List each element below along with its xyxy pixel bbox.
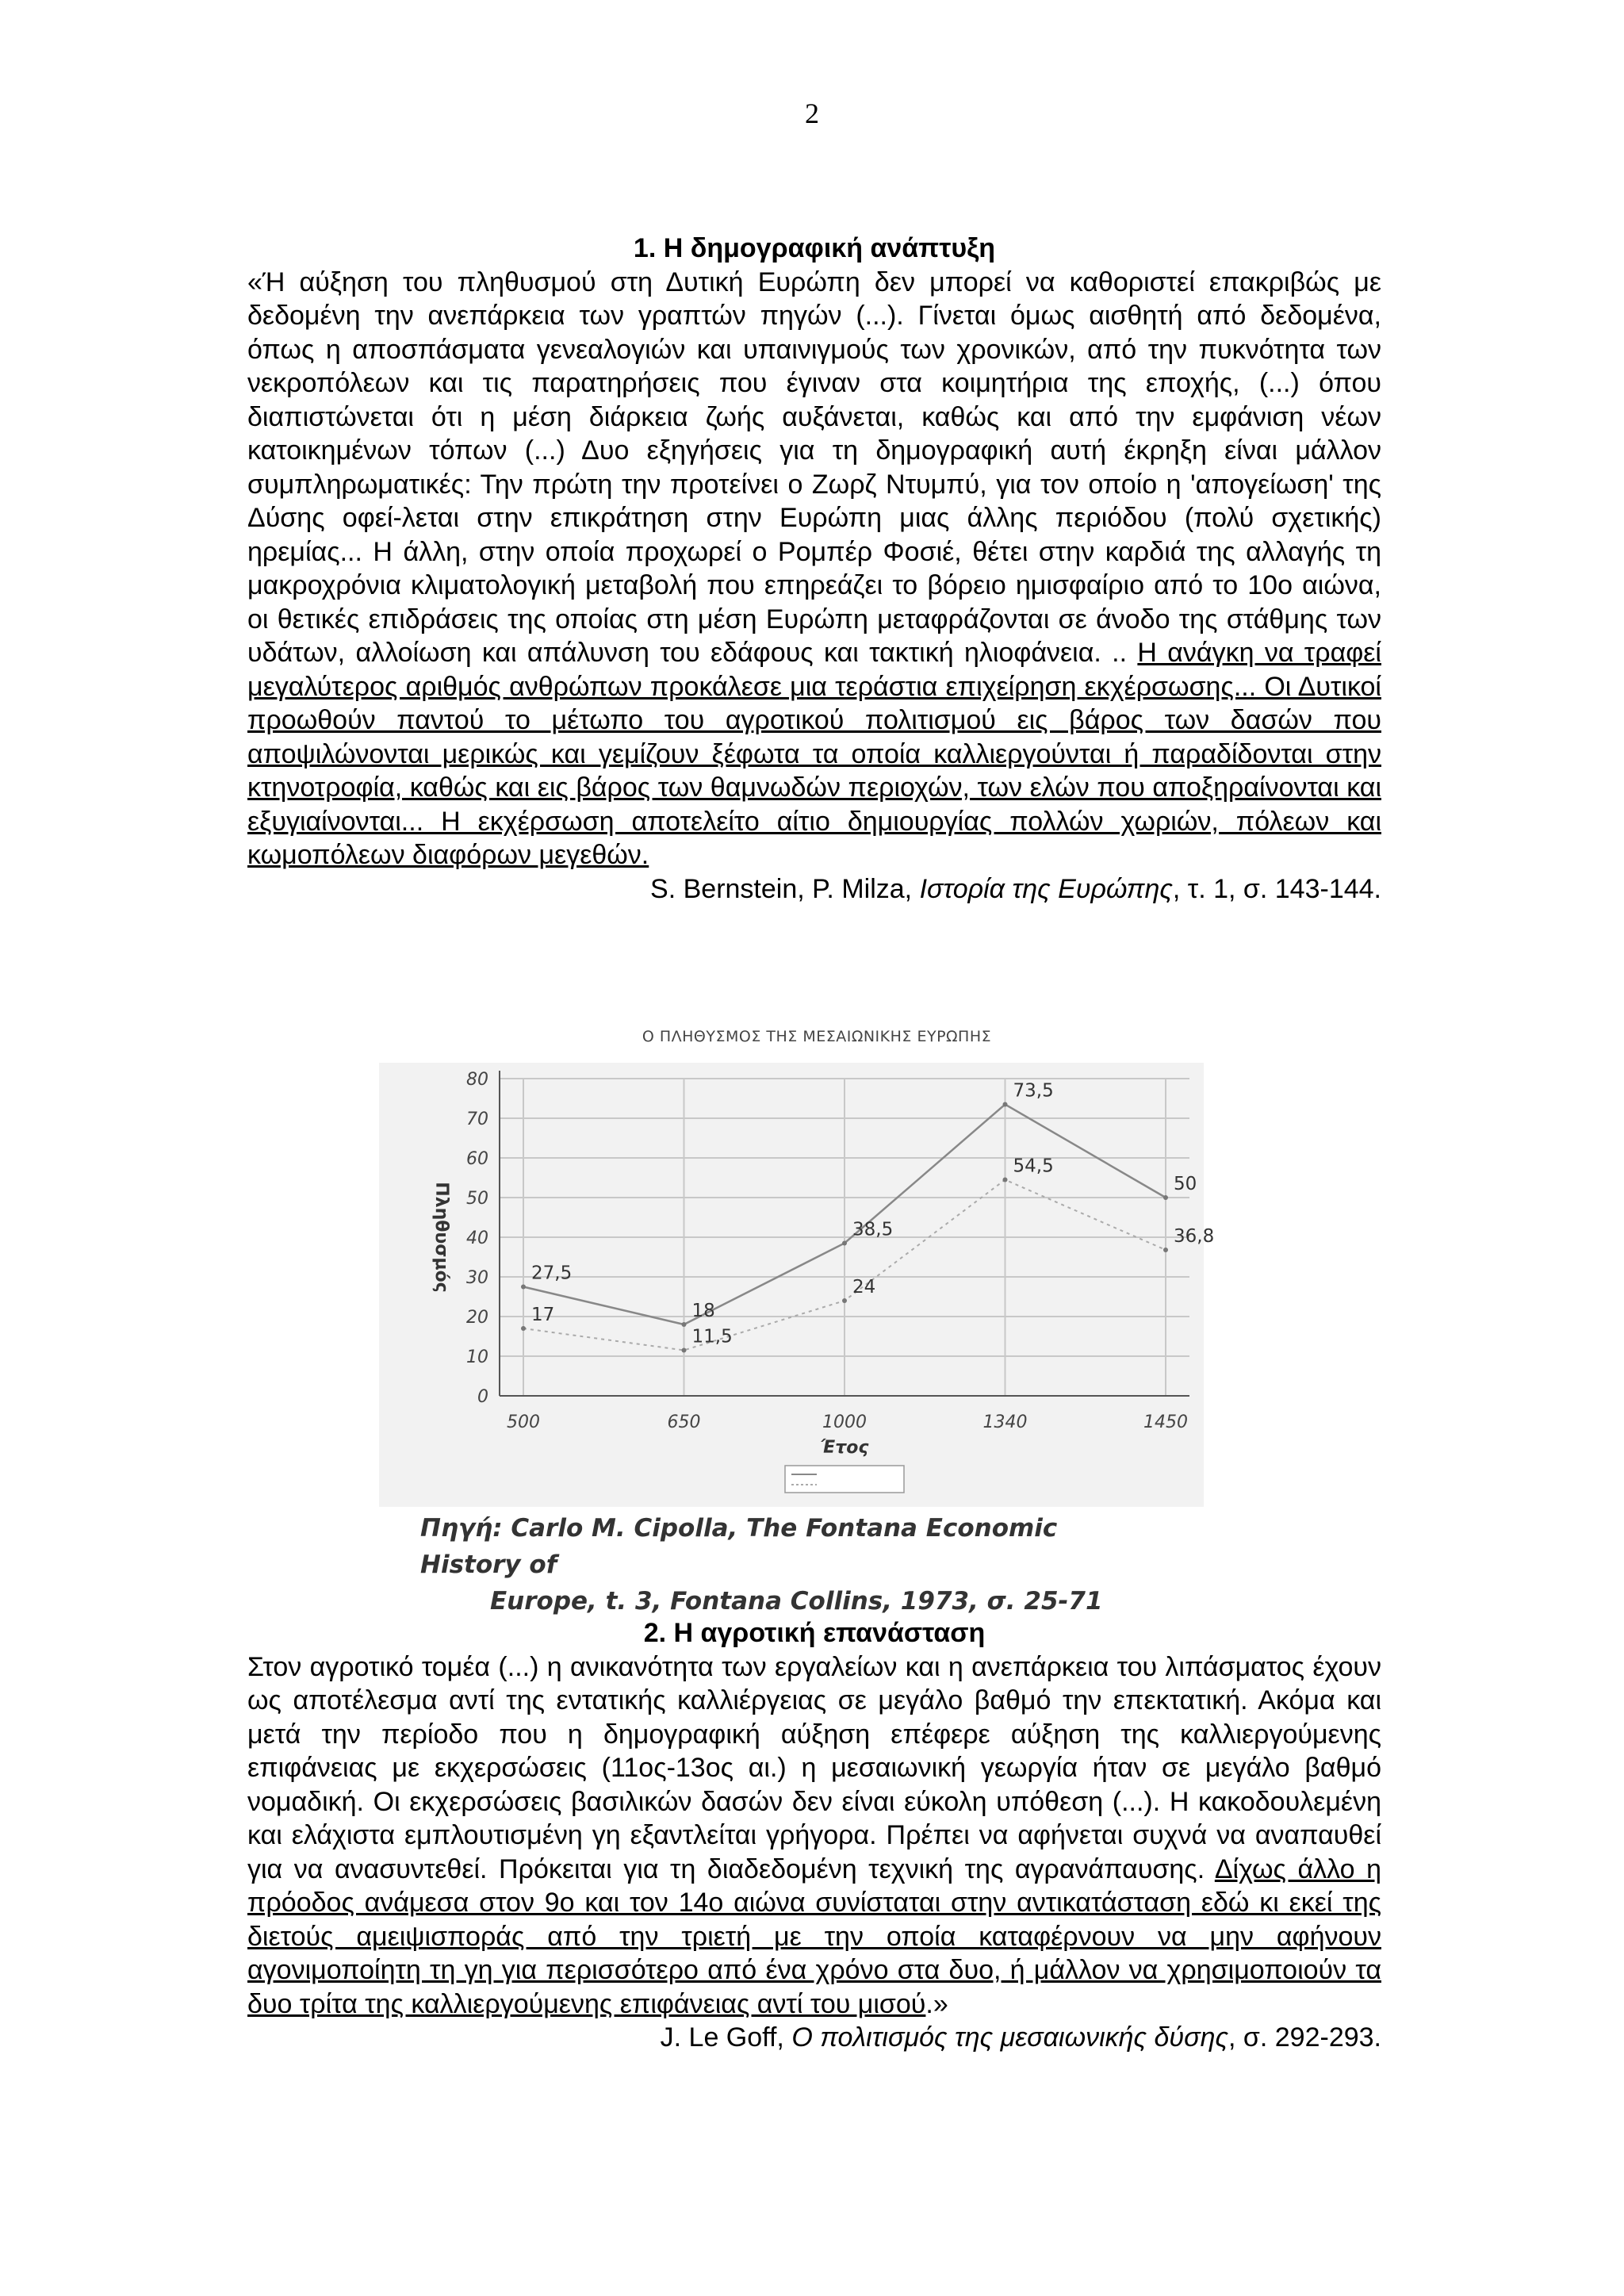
section-1-citation xyxy=(247,872,1381,907)
x-tick-label: 1340 xyxy=(982,1412,1028,1432)
y-tick-label: 0 xyxy=(477,1387,488,1407)
data-point xyxy=(521,1326,526,1331)
y-tick-label: 80 xyxy=(466,1070,488,1090)
data-label: 50 xyxy=(1174,1174,1197,1194)
data-point xyxy=(521,1285,526,1290)
source-line-2: Europe, t. 3, Fontana Collins, 1973, σ. 25-71 xyxy=(490,1587,1103,1616)
page-number: 2 xyxy=(805,98,819,129)
section-2-text: Στον αγροτικό τομέα (...) η ανικανότητα των εργαλείων και η ανεπάρκεια του λιπάσματος έχουν ως αποτέλεσμα αντί της εντατικής καλλιέργειας σε μεγάλο βαθμό την επεκτατική. Ακόμα και μετά την περίοδο που η δημογραφική αύξηση επέφερε αύξηση της καλλιεργούμενης επιφάνειας με εκχερσώσεις (11ος-13ος αι.) η μεσαιωνική γεωργία ήταν σε μεγάλο βαθμό νομαδική. Οι εκχερσώσεις βασιλικών δασών δεν είναι εύκολη υπόθεση (...). Η κακοδουλεμένη και ελάχιστα εμπλουτισμένη γη εξαντλείται γρήγορα. Πρέπει να αφήνεται συχνά να αναπαυθεί για να ανασυντεθεί. Πρόκειται για τη διαδεδομένη τεχνική της αγρανάπαυσης. xyxy=(247,1651,1381,1884)
chart-title: Ο ΠΛΗΘΥΣΜΟΣ ΤΗΣ ΜΕΣΑΙΩΝΙΚΗΣ ΕΥΡΩΠΗΣ xyxy=(642,1028,992,1045)
data-label: 27,5 xyxy=(531,1263,573,1284)
data-label: 18 xyxy=(691,1301,715,1321)
citation-title: Ιστορία της Ευρώπης xyxy=(919,873,1173,904)
section-2-underlined-text: Δίχως άλλο η πρόοδος ανάμεσα στον 9ο και τον 14ο αιώνα συνίσταται στην αντικατάσταση εδώ κι εκεί της διετούς αμειψισποράς από την τριετή με την οποία καταφέρνουν να μην αφήνουν αγονιμοποίητη τη γη για περισσότερο από ένα χρόνο στα δυο, ή μάλλον να χρησιμοποιούν τα δυο τρίτα της καλλιεργούμενης επιφάνειας αντί του μισού xyxy=(247,1853,1381,2019)
x-tick-label: 1450 xyxy=(1143,1412,1188,1432)
y-tick-label: 30 xyxy=(466,1268,488,1288)
x-axis-label: Έτος xyxy=(820,1438,869,1458)
data-point xyxy=(842,1298,847,1303)
source-line-1: Πηγή: Carlo M. Cipolla, The Fontana Economic History of xyxy=(420,1514,1058,1579)
citation-authors: S. Bernstein, P. Milza, xyxy=(650,873,920,904)
y-axis-label: Πληθυσμός xyxy=(431,1182,451,1293)
y-tick-label: 50 xyxy=(466,1189,488,1209)
x-tick-label: 1000 xyxy=(822,1412,867,1432)
data-label: 17 xyxy=(531,1305,555,1325)
data-point xyxy=(682,1322,687,1327)
section-2-citation xyxy=(247,2021,1381,2055)
data-label: 38,5 xyxy=(852,1219,894,1240)
x-tick-label: 650 xyxy=(667,1412,701,1432)
citation-authors: J. Le Goff, xyxy=(660,2022,792,2053)
data-point xyxy=(682,1348,687,1353)
data-label: 36,8 xyxy=(1174,1226,1215,1247)
legend-box xyxy=(785,1466,904,1493)
data-label: 24 xyxy=(852,1277,876,1297)
citation-title: Ο πολιτισμός της μεσαιωνικής δύσης xyxy=(791,2022,1228,2053)
y-tick-label: 20 xyxy=(466,1308,488,1328)
data-point xyxy=(1163,1248,1168,1252)
chart-source xyxy=(420,1510,1134,1619)
data-point xyxy=(1163,1195,1168,1200)
x-tick-label: 500 xyxy=(507,1412,540,1432)
data-label: 54,5 xyxy=(1013,1156,1054,1177)
citation-pages: , τ. 1, σ. 143-144. xyxy=(1172,873,1381,904)
section-1-underlined-text: Η ανάγκη να τραφεί μεγαλύτερος αριθμός ανθρώπων προκάλεσε μια τεράστια επιχείρηση εκχέρσωσης... Οι Δυτικοί προωθούν παντού το μέτωπο του αγροτικού πολιτισμού εις βάρος των δασών που αποψιλώνονται μερικώς και γεμίζουν ξέφωτα τα οποία καλλιεργούνται ή παραδίδονται στην κτηνοτροφία, καθώς και εις βάρος των θαμνωδών περιοχών, των ελών που αποξηραίνονται και εξυγιαίνονται... Η εκχέρσωση αποτελείτο αίτιο δημιουργίας πολλών χωριών, πόλεων και κωμοπόλεων διαφόρων μεγεθών. xyxy=(247,638,1381,870)
population-chart xyxy=(396,1055,1237,1499)
section-2 xyxy=(247,1616,1381,2055)
section-1-heading: 1. Η δημογραφική ανάπτυξη xyxy=(633,233,996,263)
data-label: 73,5 xyxy=(1013,1080,1054,1102)
data-label: 11,5 xyxy=(691,1326,733,1347)
section-2-paragraph xyxy=(247,1650,1381,2022)
section-1-paragraph xyxy=(247,266,1381,872)
data-point xyxy=(842,1241,847,1246)
citation-pages: , σ. 292-293. xyxy=(1228,2022,1381,2053)
data-point xyxy=(1003,1178,1008,1182)
section-1-text: «Ή αύξηση του πληθυσμού στη Δυτική Ευρώπη δεν μπορεί να καθοριστεί επακριβώς με δεδομένη την ανεπάρκεια των γραπτών πηγών (...). Γίνεται όμως αισθητή από δεδομένα, όπως η αποσπάσματα γενεαλογιών και υπαινιγμούς των χρονικών, από την πυκνότητα των νεκροπόλεων και τις παρατηρήσεις που έγιναν στα κοιμητήρια της εποχής, (...) όπου διαπιστώνεται ότι η μέση διάρκεια ζωής αυξάνεται, καθώς και από την εμφάνιση νέων κατοικημένων τόπων (...) Δυο εξηγήσεις για τη δημογραφική αυτή έκρηξη είναι μάλλον συμπληρωματικές: Την πρώτη την προτείνει ο Ζωρζ Ντυμπύ, για τον οποίο η 'απογείωση' της Δύσης οφεί-λεται στην επικράτηση στην Ευρώπη μιας άλλης περιόδου (πολύ σχετικής) ηρεμίας... Η άλλη, στην οποία προχωρεί ο Ρομπέρ Φοσιέ, θέτει στην καρδιά της αλλαγής τη μακροχρόνια κλιματολογική μεταβολή που επηρεάζει το βόρειο ημισφαίριο από το 10ο αιώνα, οι θετικές επιδράσεις της οποίας στη μέση Ευρώπη μεταφράζονται σε άνοδο της στάθμης των υδάτων, αλλοίωση και απάλυνση του εδάφους και τακτική ηλιοφάνεια. .. xyxy=(247,266,1381,668)
section-1 xyxy=(247,232,1381,906)
section-2-heading: 2. Η αγροτική επανάσταση xyxy=(643,1618,986,1648)
y-tick-label: 70 xyxy=(466,1110,488,1129)
data-point xyxy=(1003,1102,1008,1107)
section-2-end: .» xyxy=(925,1988,948,2019)
y-tick-label: 10 xyxy=(466,1347,488,1367)
y-tick-label: 60 xyxy=(466,1149,488,1169)
y-tick-label: 40 xyxy=(466,1228,488,1248)
